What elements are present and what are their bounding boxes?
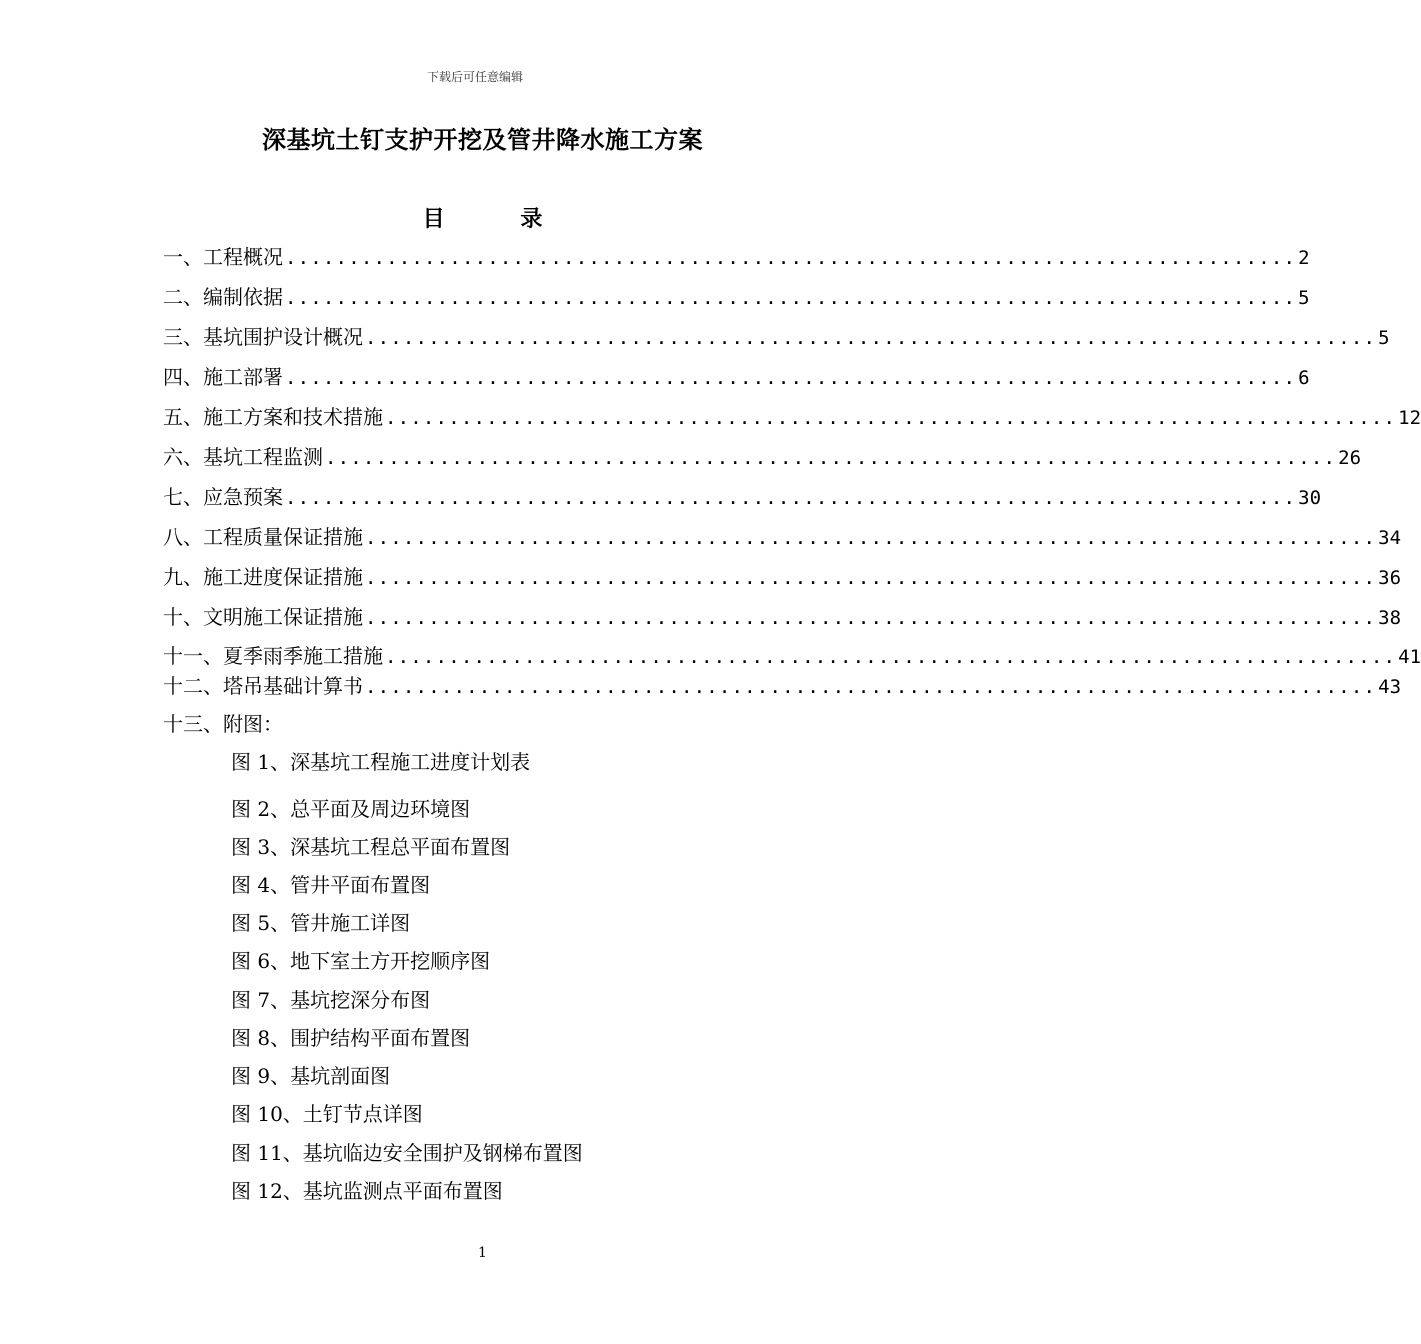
toc-leader-dots: ................................................................................ bbox=[385, 646, 1397, 668]
figure-list-item: 图 2、总平面及周边环境图 bbox=[231, 797, 471, 821]
toc-leader-dots: ................................................................................ bbox=[325, 447, 1337, 469]
toc-entry-label: 十、文明施工保证措施 bbox=[163, 605, 363, 629]
toc-entry[interactable] bbox=[163, 602, 1402, 632]
toc-entry[interactable] bbox=[163, 522, 1402, 552]
toc-leader-dots: ................................................................................ bbox=[285, 287, 1297, 309]
toc-entry-label: 十二、塔吊基础计算书 bbox=[163, 674, 363, 698]
document-title: 深基坑土钉支护开挖及管井降水施工方案 bbox=[262, 125, 703, 154]
toc-entry-label: 八、工程质量保证措施 bbox=[163, 525, 363, 549]
toc-leader-dots: ................................................................................ bbox=[285, 367, 1297, 389]
toc-entry[interactable] bbox=[163, 282, 1310, 312]
figure-list-item: 图 3、深基坑工程总平面布置图 bbox=[231, 835, 511, 859]
toc-heading: 目 录 bbox=[422, 206, 577, 232]
figure-list-item: 图 10、土钉节点详图 bbox=[231, 1102, 423, 1126]
toc-entry-page: 2 bbox=[1298, 247, 1310, 269]
toc-leader-dots: ................................................................................ bbox=[365, 527, 1377, 549]
toc-entry-page: 5 bbox=[1298, 287, 1310, 309]
toc-entry-label: 九、施工进度保证措施 bbox=[163, 565, 363, 589]
figure-list-item: 图 7、基坑挖深分布图 bbox=[231, 988, 431, 1012]
toc-leader-dots: ................................................................................ bbox=[365, 676, 1377, 698]
toc-entry[interactable] bbox=[163, 242, 1310, 272]
toc-entry-page: 12 bbox=[1398, 407, 1421, 429]
toc-entry-page: 34 bbox=[1378, 527, 1402, 549]
figure-list-item: 图 12、基坑监测点平面布置图 bbox=[231, 1179, 503, 1203]
toc-entry-label: 二、编制依据 bbox=[163, 285, 283, 309]
toc-entry[interactable] bbox=[163, 402, 1421, 432]
toc-entry-page: 5 bbox=[1378, 327, 1390, 349]
toc-entry-label: 五、施工方案和技术措施 bbox=[163, 405, 383, 429]
toc-entry[interactable] bbox=[163, 562, 1402, 592]
figure-list-item: 图 8、围护结构平面布置图 bbox=[231, 1026, 471, 1050]
toc-leader-dots: ................................................................................ bbox=[365, 327, 1377, 349]
toc-leader-dots: ................................................................................ bbox=[365, 567, 1377, 589]
toc-entry-page: 26 bbox=[1338, 447, 1362, 469]
toc-entry-page: 6 bbox=[1298, 367, 1310, 389]
toc-leader-dots: ................................................................................ bbox=[385, 407, 1397, 429]
toc-entry-label: 四、施工部署 bbox=[163, 365, 283, 389]
toc-entry[interactable] bbox=[163, 641, 1421, 671]
toc-entry-label: 七、应急预案 bbox=[163, 485, 283, 509]
figure-list-item: 图 5、管井施工详图 bbox=[231, 911, 411, 935]
toc-entry[interactable] bbox=[163, 671, 1402, 701]
toc-entry-label: 十一、夏季雨季施工措施 bbox=[163, 644, 383, 668]
toc-entry-page: 36 bbox=[1378, 567, 1402, 589]
toc-leader-dots: ................................................................................ bbox=[365, 607, 1377, 629]
toc-entry[interactable] bbox=[163, 482, 1322, 512]
toc-entry-label: 六、基坑工程监测 bbox=[163, 445, 323, 469]
figure-list-item: 图 9、基坑剖面图 bbox=[231, 1064, 391, 1088]
figure-list-item: 图 1、深基坑工程施工进度计划表 bbox=[231, 750, 531, 774]
toc-entry[interactable] bbox=[163, 362, 1310, 392]
appendix-heading: 十三、附图： bbox=[163, 712, 283, 736]
toc-leader-dots: ................................................................................ bbox=[285, 487, 1297, 509]
toc-entry-page: 43 bbox=[1378, 676, 1402, 698]
toc-entry-label: 三、基坑围护设计概况 bbox=[163, 325, 363, 349]
toc-entry[interactable] bbox=[163, 442, 1362, 472]
toc-entry-label: 一、工程概况 bbox=[163, 245, 283, 269]
figure-list-item: 图 4、管井平面布置图 bbox=[231, 873, 431, 897]
toc-entry-page: 30 bbox=[1298, 487, 1322, 509]
header-note: 下载后可任意编辑 bbox=[426, 70, 523, 84]
toc-leader-dots: ................................................................................ bbox=[285, 247, 1297, 269]
toc-entry[interactable] bbox=[163, 322, 1390, 352]
figure-list-item: 图 11、基坑临边安全围护及钢梯布置图 bbox=[231, 1141, 583, 1165]
toc-entry-page: 38 bbox=[1378, 607, 1402, 629]
figure-list-item: 图 6、地下室土方开挖顺序图 bbox=[231, 949, 491, 973]
page-number: 1 bbox=[478, 1245, 487, 1261]
toc-entry-page: 41 bbox=[1398, 646, 1421, 668]
